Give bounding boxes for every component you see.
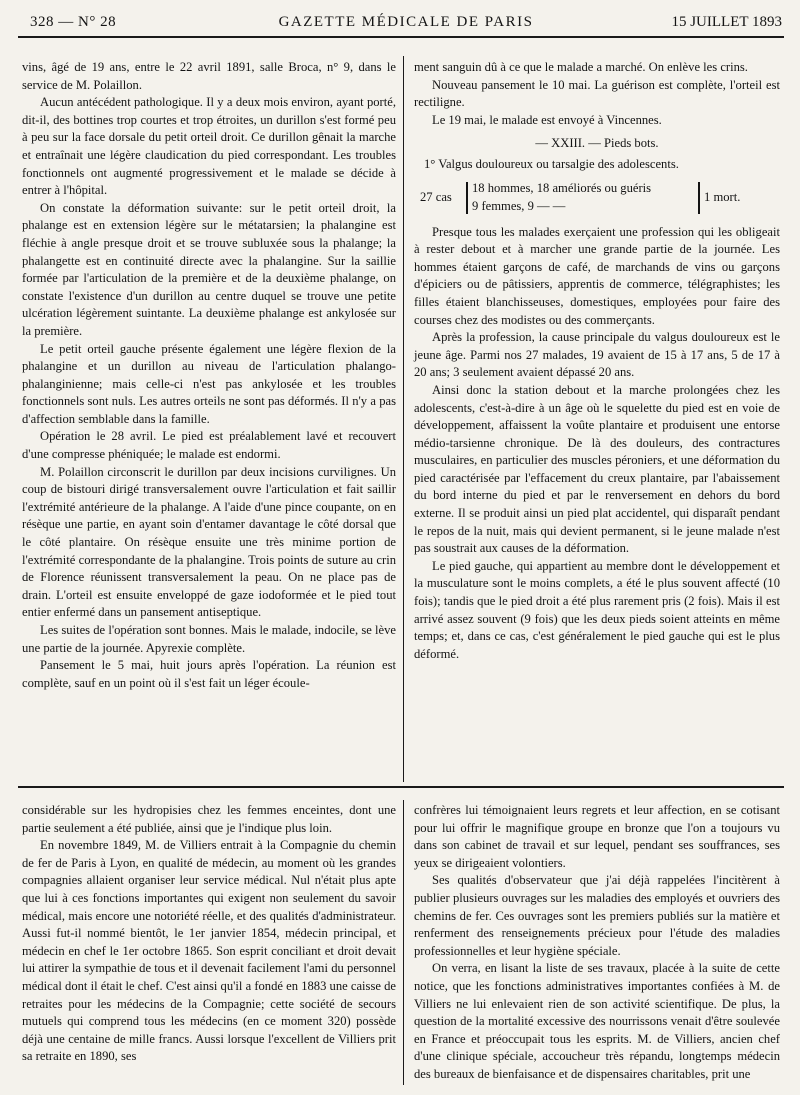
paragraph: ment sanguin dû à ce que le malade a marché. On enlève les crins. — [414, 60, 748, 74]
article-column-top-right — [414, 59, 780, 663]
paragraph: On constate la déformation suivante: sur le petit orteil droit, la phalange est en extension légère sur le métatarsien; la phalangine est fléchie à angle presque droit et se trouve subluxée sous la phalange; la phalangette est en continuité directe avec la phalangine. Sur la saillie formée par l'articulation de la première et de la deuxième phalange, on constate l'existence d'un durillon au centre duquel se trouve une petite ulcération légèrement suintante. La deuxième phalange est ankylosée sur la première. — [22, 200, 396, 338]
paragraph: En novembre 1849, M. de Villiers entrait à la Compagnie du chemin de fer de Paris à Lyon, en qualité de médecin, au moment où les grandes compagnies allaient organiser leur service médical. Nul n'était plus apte que lui à ces fonctions importantes qui exigent non seulement du savoir médical, mais encore une notoriété réelle, et des qualités d'administrateur. Aussi fut-il nommé bientôt, le 1er janvier 1854, médecin principal, et médecin en chef le 1er octobre 1865. Son esprit conciliant et droit devait lui attirer la sympathie de tous et il devenait facilement l'ami du personnel médical dont il était le chef. C'est ainsi qu'il a fondé en 1883 une caisse de retraites pour les médecins de la Compagnie; cette société de secours mutuels qui comprend tous les médecins (en ce moment 320) possède déjà une centaine de mille francs. Aussi lorsque l'excellent de Villiers prit sa retraite en 1890, ses — [22, 838, 396, 1064]
paragraph: Presque tous les malades exerçaient une profession qui les obligeait à rester debout et à marcher une grande partie de la journée. Les hommes étaient garçons de café, de marchands de vins ou garçons d'épiciers ou de pâtissiers, apprentis de commerce, télégraphistes; les filles étaient blanchisseuses, domestiques, employées pour faire des courses chez des modistes ou des commerçants. — [414, 224, 780, 327]
section-separator-rule — [18, 786, 784, 788]
paragraph: Aucun antécédent pathologique. Il y a deux mois environ, ayant porté, dit-il, des bottines trop courtes et trop étroites, un durillon s'est formé peu à peu sur la face dorsale du petit orteil droit. Ce durillon gênait la marche et entraînait une légère claudication du pied correspondant. Les troubles fonctionnels ont augmenté progressivement et le malade se décide à entrer à l'hôpital. — [22, 95, 396, 198]
left-brace — [466, 182, 468, 214]
header-rule — [18, 36, 784, 38]
paragraph: Opération le 28 avril. Le pied est préalablement lavé et recouvert d'une compresse phéniquée; le malade est endormi. — [22, 429, 396, 462]
column-divider-top — [403, 56, 404, 782]
issue-date: 15 JUILLET 1893 — [671, 14, 782, 30]
paragraph: M. Polaillon circonscrit le durillon par deux incisions curvilignes. Un coup de bistouri dirigé transversalement ouvre l'articulation et fait saillir l'extrémité antérieure de la phalange. A l'aide d'une pince coupante, on en résèque une partie, en ayant soin d'entamer davantage le côté dorsal que le côté plantaire. On résèque ensuite une très minime portion de l'extrémité correspondante de la phalangine. Trois points de suture au crin de Florence réunissent transversalement la peau. On ne place pas de drain. L'orteil est ensuite enveloppé de gaze iodoformée et le pied tout entier enfermé dans un pansement antiseptique. — [22, 464, 396, 620]
obituary-column-bottom-left — [22, 802, 396, 1066]
paragraph: Le 19 mai, le malade est envoyé à Vincennes. — [432, 112, 662, 127]
article-column-top-left — [22, 59, 396, 692]
paragraph: Après la profession, la cause principale du valgus douloureux est le jeune âge. Parmi nos 27 malades, 19 avaient de 15 à 17 ans, 5 de 17 à 20 ans; 3 seulement avaient dépassé 20 ans. — [414, 330, 780, 380]
paragraph: confrères lui témoignaient leurs regrets et leur affection, en se cotisant pour lui offrir le magnifique groupe en bronze que l'on a toujours vu dans son cabinet de travail et sur lequel, pendant ses souffrances, ses yeux se dirigeaient volontiers. — [414, 803, 780, 870]
paragraph: Le petit orteil gauche présente également une légère flexion de la phalangine et un durillon au niveau de l'articulation phalango-phalanginienne; mais celle-ci n'est pas ankylosée et les troubles fonctionnels sont nuls. Les autres orteils ne sont pas déformés. Il n'y a pas d'affection semblable dans la famille. — [22, 341, 396, 426]
paragraph: Pansement le 5 mai, huit jours après l'opération. La réunion est complète, sauf en un point où il s'est fait un léger écoule- — [22, 658, 396, 690]
paragraph: considérable sur les hydropisies chez les femmes enceintes, dont une partie seulement a été publiée, ainsi que je l'indique plus loin. — [22, 803, 396, 835]
paragraph: Nouveau pansement le 10 mai. La guérison est complète, l'orteil est rectiligne. — [414, 77, 780, 110]
stats-men: 18 hommes, 18 améliorés ou guéris — [472, 180, 652, 195]
page-header — [30, 8, 782, 38]
obituary-column-bottom-right — [414, 802, 780, 1084]
column-divider-bottom — [403, 800, 404, 1085]
page-number: 328 — N° 28 — [30, 14, 117, 30]
publication-title: GAZETTE MÉDICALE DE PARIS — [278, 14, 534, 30]
section-subheading: 1° Valgus douloureux ou tarsalgie des adolescents. — [424, 156, 679, 171]
right-brace — [698, 182, 700, 214]
paragraph: Ses qualités d'observateur que j'ai déjà rappelées l'incitèrent à publier plusieurs ouvrages sur les maladies des employés et ouvriers des chemins de fer. Ces ouvrages sont les premiers publiés sur la matière et renferment des renseignements précieux pour l'étude des maladies professionnelles et leur hygiène spéciale. — [414, 873, 780, 958]
paragraph: Le pied gauche, qui appartient au membre dont le développement et la musculature sont le moins complets, a été le plus souvent affecté (10 fois); tandis que le pied droit a été plus rarement pris (2 fois). Mais il est arrivé assez souvent (9 fois) que les deux pieds soient atteints en même temps; et, dans ce cas, c'est généralement le pied gauche qui est le plus déformé. — [414, 558, 780, 661]
stats-deaths: 1 mort. — [704, 189, 741, 204]
paragraph: vins, âgé de 19 ans, entre le 22 avril 1891, salle Broca, n° 9, dans le service de M. Polaillon. — [22, 60, 396, 92]
stats-women: 9 femmes, 9 — — — [472, 198, 566, 213]
section-heading: — XXIII. — Pieds bots. — [535, 136, 659, 151]
paragraph: On verra, en lisant la liste de ses travaux, placée à la suite de cette notice, que les fonctions administratives importantes confiées à M. de Villiers ne lui enlevaient rien de son activité scientifique. De plus, la question de la mortalité excessive des nourrissons venait d'être soulevée en France et préoccupait tous les esprits. M. de Villiers, ancien chef d'une clinique spéciale, accoucheur très répandu, longtemps médecin des bureaux de bienfaisance et de dispensaires charitables, prit une — [414, 961, 780, 1081]
case-statistics — [414, 178, 780, 218]
paragraph: Ainsi donc la station debout et la marche prolongées chez les adolescents, c'est-à-dire à un âge où le squelette du pied est en voie de développement, affaissent la voûte plantaire et produisent une entorse médio-tarsienne chronique. De là des douleurs, des contractures musculaires, en particulier des muscles péroniers, et une déformation du pied caractérisée par l'effacement du creux plantaire, par l'abaissement du bord interne du pied et par le renversement en dehors du bord externe. Il se produit ainsi un pied plat accidentel, qui disparaît pendant le repos de la nuit, mais qui devient permanent, si le jeune malade n'est pas soustrait aux causes de la déformation. — [414, 382, 780, 556]
stats-total: 27 cas — [420, 189, 452, 204]
paragraph: Les suites de l'opération sont bonnes. Mais le malade, indocile, se lève une partie de la journée. Apyrexie complète. — [22, 623, 396, 655]
